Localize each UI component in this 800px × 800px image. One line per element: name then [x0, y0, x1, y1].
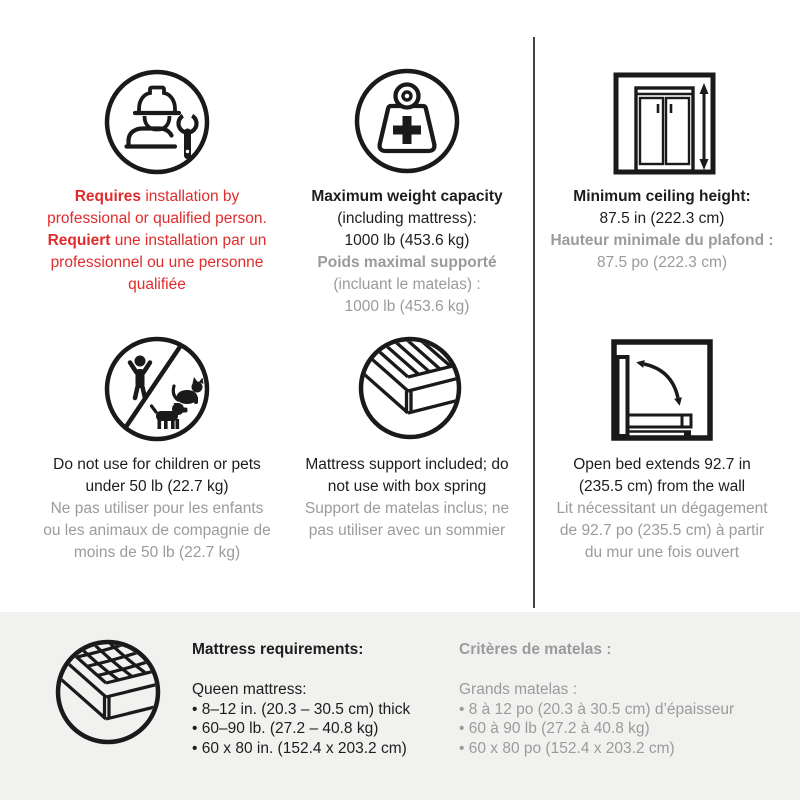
line-text: Support de matelas inclus; ne: [304, 500, 510, 517]
line-bold: Poids maximal supporté: [317, 254, 497, 271]
text-line: [285, 296, 529, 318]
open-bed-icon: [604, 333, 714, 443]
text-line: [30, 230, 284, 252]
line-text: une installation par un: [110, 232, 267, 249]
text-line: [542, 498, 782, 520]
band-title-fr: Critères de matelas :: [459, 641, 612, 658]
text-line: [30, 208, 284, 230]
mattress-support-icon: [355, 334, 465, 444]
line-bold: Maximum weight capacity: [311, 188, 503, 205]
text-line: [285, 208, 529, 230]
line-text: 1000 lb (453.6 kg): [344, 298, 470, 315]
line-text: pas utiliser avec un sommier: [308, 522, 506, 539]
text-line: [285, 476, 529, 498]
line-bold: Minimum ceiling height:: [573, 188, 751, 205]
line-text: moins de 50 lb (22.7 kg): [73, 544, 241, 561]
band-list-en: [192, 700, 410, 759]
list-item: • 60 x 80 po (152.4 x 203.2 cm): [459, 739, 734, 759]
spec-mattress-support: [285, 454, 529, 542]
list-item: • 60–90 lb. (27.2 – 40.8 kg): [192, 719, 410, 739]
line-text: 87.5 in (222.3 cm): [599, 210, 725, 227]
text-line: [30, 252, 284, 274]
text-line: [22, 520, 292, 542]
text-line: [22, 476, 292, 498]
line-text: (235.5 cm) from the wall: [578, 478, 746, 495]
text-line: [542, 252, 782, 274]
text-line: [285, 252, 529, 274]
line-text: not use with box spring: [327, 478, 487, 495]
mattress-icon-svg: [53, 637, 163, 747]
line-text: du mur une fois ouvert: [584, 544, 740, 561]
line-bold: Hauteur minimale du plafond :: [550, 232, 774, 249]
line-text: de 92.7 po (235.5 cm) à partir: [559, 522, 765, 539]
mattress-support-icon-svg: [355, 334, 465, 444]
spec-weight-capacity: [285, 186, 529, 318]
text-line: [285, 520, 529, 542]
dog-silhouette: [156, 403, 188, 429]
spec-open-bed: [542, 454, 782, 564]
text-line: [285, 230, 529, 252]
no-children-pets-icon: [102, 334, 212, 444]
vertical-divider: [533, 37, 535, 608]
list-item: • 60 x 80 in. (152.4 x 203.2 cm): [192, 739, 410, 759]
line-text: professionnel ou une personne: [50, 254, 264, 271]
text-line: [542, 208, 782, 230]
mattress-requirements-band: [0, 612, 800, 800]
line-text: Mattress support included; do: [305, 456, 509, 473]
cat-silhouette: [177, 377, 204, 404]
line-text: 87.5 po (222.3 cm): [596, 254, 728, 271]
ceiling-height-icon: [608, 66, 718, 176]
installer-icon-svg: [102, 67, 212, 177]
mattress-requirements-en: [192, 640, 410, 758]
line-text: Lit nécessitant un dégagement: [556, 500, 768, 517]
line-text: qualifiée: [128, 276, 186, 293]
mattress-icon: [53, 637, 163, 747]
list-item: • 60 à 90 lb (27.2 à 40.8 kg): [459, 719, 734, 739]
spec-no-children-pets: [22, 454, 292, 564]
text-line: [542, 476, 782, 498]
line-text: professional or qualified person.: [47, 210, 267, 227]
text-line: [285, 498, 529, 520]
ceiling-height-icon-svg: [608, 66, 718, 176]
text-line: [542, 230, 782, 252]
open-bed-icon-svg: [604, 333, 714, 443]
spec-ceiling-height: [542, 186, 782, 274]
band-subtitle-en: Queen mattress:: [192, 681, 307, 698]
text-line: [285, 186, 529, 208]
line-text: (incluant le matelas) :: [333, 276, 481, 293]
band-title-en: Mattress requirements:: [192, 641, 364, 658]
text-line: [30, 274, 284, 296]
weight-capacity-icon-svg: [352, 66, 462, 176]
list-item: • 8 à 12 po (20.3 à 30.5 cm) d’épaisseur: [459, 700, 734, 720]
no-children-pets-icon-svg: [102, 334, 212, 444]
line-text: Ne pas utiliser pour les enfants: [50, 500, 264, 517]
line-text: (including mattress):: [337, 210, 477, 227]
line-text: installation by: [141, 188, 240, 205]
text-line: [285, 454, 529, 476]
line-bold: Requires: [74, 188, 142, 205]
line-text: 1000 lb (453.6 kg): [344, 232, 470, 249]
text-line: [22, 498, 292, 520]
text-line: [542, 542, 782, 564]
text-line: [22, 454, 292, 476]
installer-icon: [102, 67, 212, 177]
text-line: [22, 542, 292, 564]
weight-capacity-icon: [352, 66, 462, 176]
line-text: Do not use for children or pets: [53, 456, 261, 473]
list-item: • 8–12 in. (20.3 – 30.5 cm) thick: [192, 700, 410, 720]
text-line: [30, 186, 284, 208]
mattress-requirements-fr: [459, 640, 734, 758]
text-line: [542, 186, 782, 208]
line-text: Open bed extends 92.7 in: [573, 456, 751, 473]
band-list-fr: [459, 700, 734, 759]
spec-install: [30, 186, 284, 296]
text-line: [542, 454, 782, 476]
line-bold: Requiert: [47, 232, 111, 249]
band-subtitle-fr: Grands matelas :: [459, 681, 578, 698]
line-text: under 50 lb (22.7 kg): [85, 478, 229, 495]
line-text: ou les animaux de compagnie de: [43, 522, 271, 539]
text-line: [285, 274, 529, 296]
text-line: [542, 520, 782, 542]
